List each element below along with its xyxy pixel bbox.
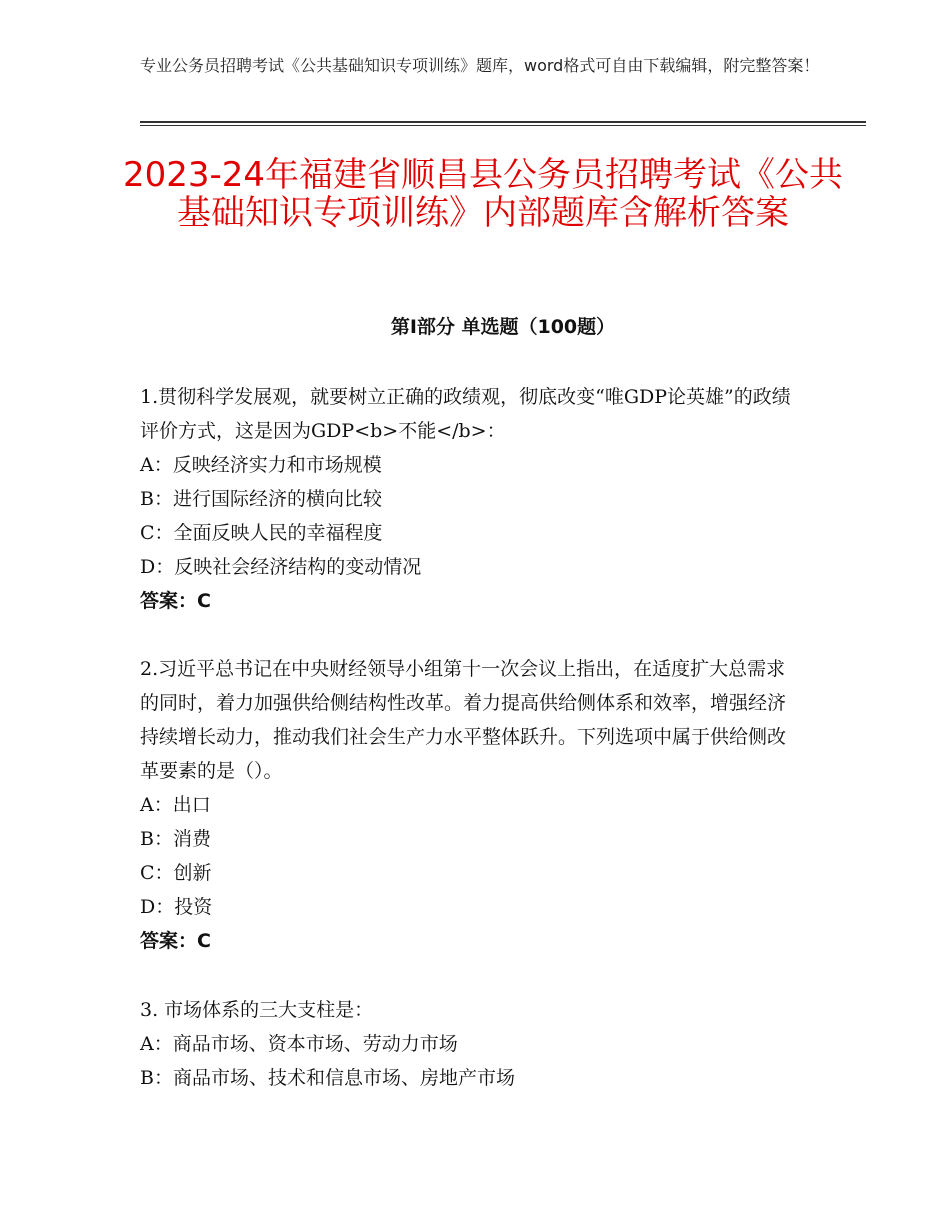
header-note: 专业公务员招聘考试《公共基础知识专项训练》题库，word格式可自由下载编辑，附完整答案！	[140, 56, 820, 75]
document-title: 2023-24年福建省顺昌县公务员招聘考试《公共基础知识专项训练》内部题库含解析答案	[122, 155, 844, 233]
option-a: A：商品市场、资本市场、劳动力市场	[140, 1033, 458, 1055]
question-stem: 1.贯彻科学发展观，就要树立正确的政绩观，彻底改变“唯GDP论英雄”的政绩评价方式，这是因为GDP<b>不能</b>：	[140, 386, 791, 442]
option-b: B：进行国际经济的横向比较	[140, 488, 382, 510]
answer-line: 答案：C	[140, 930, 211, 952]
section-heading: 第Ⅰ部分 单选题（100题）	[390, 316, 616, 338]
question-2	[140, 652, 800, 958]
header-rule-thin	[140, 125, 866, 126]
header-rule-thick	[140, 121, 866, 123]
option-a: A：出口	[140, 794, 211, 816]
question-stem: 2.习近平总书记在中央财经领导小组第十一次会议上指出，在适度扩大总需求的同时，着力加强供给侧结构性改革。着力提高供给侧体系和效率，增强经济持续增长动力，推动我们社会生产力水平整体跃升。下列选项中属于供给侧改革要素的是（）。	[140, 658, 787, 782]
option-b: B：商品市场、技术和信息市场、房地产市场	[140, 1067, 515, 1089]
question-3	[140, 993, 800, 1095]
question-stem: 3. 市场体系的三大支柱是：	[140, 999, 374, 1021]
option-b: B：消费	[140, 828, 211, 850]
option-d: D：反映社会经济结构的变动情况	[140, 556, 422, 578]
answer-line: 答案：C	[140, 590, 211, 612]
option-c: C：全面反映人民的幸福程度	[140, 522, 383, 544]
option-a: A：反映经济实力和市场规模	[140, 454, 382, 476]
option-d: D：投资	[140, 896, 213, 918]
option-c: C：创新	[140, 862, 212, 884]
question-1	[140, 380, 800, 618]
